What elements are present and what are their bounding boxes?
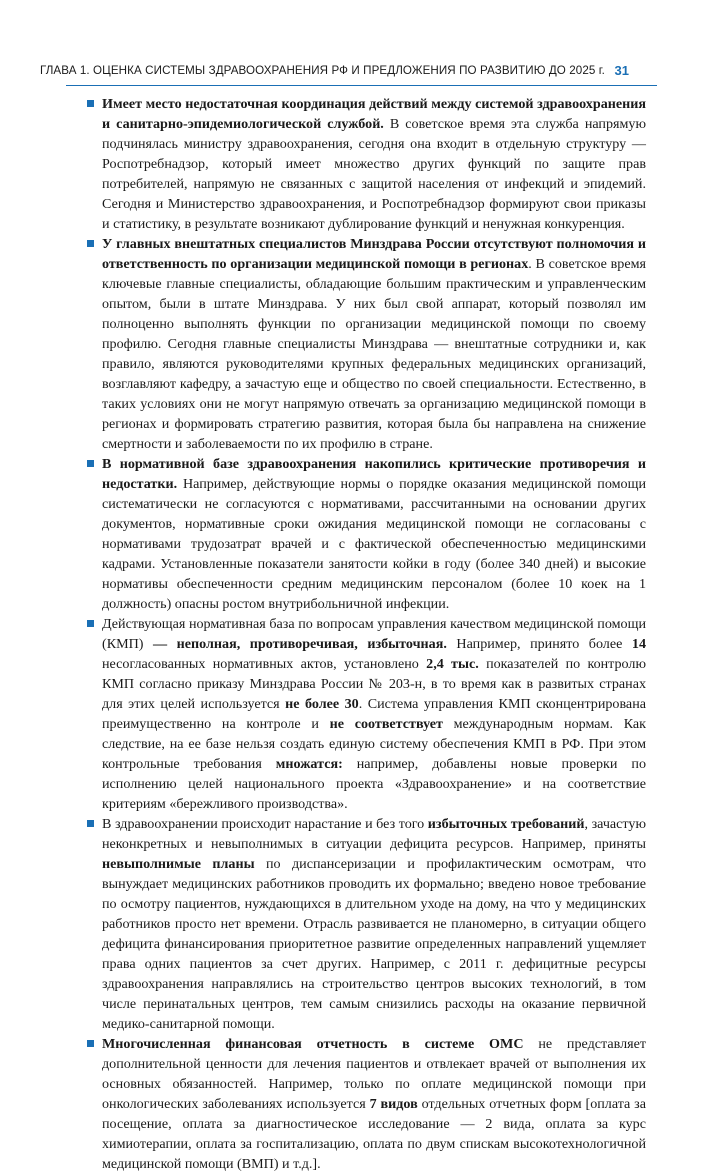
bullet-item-4 (86, 614, 646, 814)
text-segment: 7 видов (369, 1096, 418, 1112)
text-segment: избыточных требований (427, 816, 585, 832)
item-text (102, 1036, 646, 1172)
text-segment: , зачастую неконкретных и невыполнимых в ситуации дефицита ресурсов. Например, приняты (102, 816, 646, 852)
square-bullet-icon (87, 1040, 94, 1047)
bullet-item-5 (86, 814, 646, 1034)
bullet-item-3 (86, 454, 646, 614)
item-text (102, 236, 646, 452)
text-segment: показателей по контролю КМП согласно приказу Минздрава России № 203-н, в то время как в развитых странах для этих целей используется (102, 656, 646, 712)
square-bullet-icon (87, 460, 94, 467)
text-segment: Например, действующие нормы о порядке оказания медицинской помощи систематически не согласуются с нормативами, рассчитанными на основании других документов, нормативные сроки ожидания медицинской помощи не согласованы с нормативами трудозатрат врачей и с фактической обеспеченностью медицинскими кадрами. Установленные показатели занятости койки в году (более 340 дней) и высокие нормативы обеспеченности средним медицинским персоналом (более 10 коек на 1 должность) опасны ростом внутрибольничной инфекции. (102, 476, 646, 612)
text-segment: не более 30 (285, 696, 359, 712)
text-segment: Действующая нормативная база по вопросам управления качеством медицинской помощи (КМП) (102, 616, 646, 652)
text-segment: — неполная, противоречивая, избыточная. (153, 636, 447, 652)
text-segment: например, добавлены новые проверки по исполнению целей национального проекта «Здравоохранение» и на соответствие критериям «бережливого производства». (102, 756, 646, 812)
text-segment: У главных внештатных специалистов Минздрава России отсутствуют полномочия и ответственность по организации медицинской помощи в регионах (102, 236, 646, 272)
text-segment: отдельных отчетных форм [оплата за посещение, оплата за диагностическое исследование — 2 вида, оплата за курс химиотерапии, оплата за госпитализацию, оплата по двум спискам высокотехнологичной медицинской помощи (ВМП) и т.д.]. (102, 1096, 646, 1172)
running-header (0, 62, 657, 90)
text-segment: В нормативной базе здравоохранения накопились критические противоречия и недостатки. (102, 456, 646, 492)
square-bullet-icon (87, 100, 94, 107)
page-number: 31 (614, 63, 629, 78)
text-segment: Многочисленная финансовая отчетность в системе ОМС (102, 1036, 524, 1052)
square-bullet-icon (87, 820, 94, 827)
bullet-item-2 (86, 234, 646, 454)
text-segment: множатся: (275, 756, 343, 772)
bullet-list (86, 94, 646, 1174)
bullet-item-1 (86, 94, 646, 234)
text-segment: не соответствует (329, 716, 443, 732)
chapter-title: ГЛАВА 1. ОЦЕНКА СИСТЕМЫ ЗДРАВООХРАНЕНИЯ РФ И ПРЕДЛОЖЕНИЯ ПО РАЗВИТИЮ ДО 2025 г. (40, 64, 605, 77)
text-segment: В советское время эта служба напрямую подчинялась министру здравоохранения, сегодня она входит в отдельную структуру — Роспотребнадзор, который имеет множество других функций по защите прав потребителей, напрямую не связанных с защитой населения от инфекций и эпидемий. Сегодня и Министерство здравоохранения, и Роспотребнадзор формируют свои приказы и статистику, в результате возникают дублирование функций и ненужная конкуренция. (102, 116, 646, 232)
square-bullet-icon (87, 240, 94, 247)
text-segment: 14 (631, 636, 646, 652)
text-segment: . В советское время ключевые главные специалисты, обладающие большим практическим и управленческим опытом, были в штате Минздрава. У них был свой аппарат, который позволял им полноценно выполнять функции по организации медицинской помощи по своему профилю. Сегодня главные специалисты Минздрава — внештатные сотрудники и, как правило, являются руководителями крупных федеральных медицинских организаций, возглавляют кафедру, а зачастую еще и общество по своей специальности. Естественно, в таких условиях они не могут напрямую отвечать за организацию медицинской помощи в регионах и формировать стратегию развития, которая была бы направлена на снижение смертности и заболеваемости по их профилю в стране. (102, 256, 646, 452)
bullet-item-6 (86, 1034, 646, 1174)
square-bullet-icon (87, 620, 94, 627)
text-segment: Имеет место недостаточная координация действий между системой здравоохранения и санитарно-эпидемиологической службой. (102, 96, 646, 132)
text-segment: В здравоохранении происходит нарастание и без того (102, 816, 428, 832)
item-text (102, 456, 646, 612)
text-segment: не представляет дополнительной ценности для лечения пациентов и отвлекает врачей от выполнения их основных обязанностей. Например, только по оплате медицинской помощи при онкологических заболеваниях используется (102, 1036, 646, 1112)
text-segment: Например, принято более (446, 636, 632, 652)
text-segment: . Система управления КМП сконцентрирована преимущественно на контроле и (102, 696, 646, 732)
text-segment: невыполнимые планы (102, 856, 255, 872)
item-text (102, 96, 646, 232)
text-segment: международным нормам. Как следствие, на ее базе нельзя создать единую систему обеспечения КМП в РФ. При этом контрольные требования (102, 716, 647, 772)
text-segment: 2,4 тыс. (426, 656, 479, 672)
item-text (102, 616, 646, 812)
header-rule (66, 85, 657, 86)
text-segment: по диспансеризации и профилактическим осмотрам, что вынуждает медицинских работников проводить их формально; введено новое требование по осмотру пациентов, нуждающихся в длительном уходе на дому, на что у медицинских работников просто нет времени. Отрасль развивается не планомерно, в ситуации общего дефицита финансирования приоритетное развитие определенных направлений ущемляет права одних пациентов за счет других. Например, с 2011 г. дефицитные ресурсы здравоохранения направлялись на строительство центров высоких технологий, в том числе перинатальных центров, тем самым снизились расходы на оказание первичной медико-санитарной помощи. (102, 856, 646, 1032)
text-segment: несогласованных нормативных актов, установлено (102, 656, 427, 672)
